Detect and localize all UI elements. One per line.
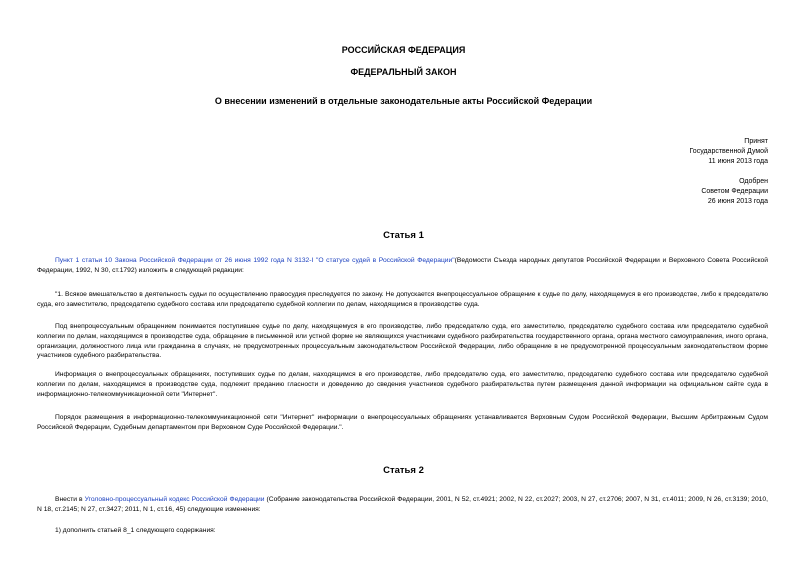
article-1-paragraph-2: "1. Всякое вмешательство в деятельность судьи по осуществлению правосудия преследуется по закону. Не допускается внепроцессуальное обращение к судье по делу, находящемуся в его производстве, либо к председателю суда, его заместителю, председателю судебного состава или председателю судебной коллегии по делам, находящимся в производстве суда. (37, 291, 768, 308)
approval-block (568, 177, 768, 206)
approval-line-1: Одобрен (739, 178, 768, 185)
article-2-paragraph-1-prefix: Внести в (55, 496, 85, 503)
article-1-paragraph-3: Под внепроцессуальным обращением понимается поступившее судье по делу, находящемуся в его производстве, либо председателю суда, его заместителю, председателю судебного состава или председателю судебной коллегии по делам, находящимся в производстве суда, обращение в письменной или устной форме не являющихся участниками судебного разбирательства государственного органа, органа местного самоуправления, иного органа, организации, должностного лица или гражданина в случаях, не предусмотренных процессуальным законодательством Российской Федерации, либо обращение в не предусмотренной процессуальным законодательством форме участников судебного разбирательства. (37, 323, 768, 360)
country-heading: РОССИЙСКАЯ ФЕДЕРАЦИЯ (341, 45, 466, 55)
article-1-paragraph-5: Порядок размещения в информационно-телекоммуникационной сети "Интернет" информации о внепроцессуальных обращениях устанавливается Верховным Судом Российской Федерации, Высшим Арбитражным Судом Российской Федерации, Судебным департаментом при Верховном Суде Российской Федерации.". (37, 414, 768, 431)
law-3132-link[interactable]: Пункт 1 статьи 10 Закона Российской Федерации от 26 июня 1992 года N 3132-I "О статусе судей в Российской Федерации" (55, 257, 455, 264)
article-1-paragraph-1 (37, 256, 768, 276)
law-title: О внесении изменений в отдельные законодательные акты Российской Федерации (214, 96, 593, 106)
adoption-date: 11 июня 2013 года (708, 157, 768, 165)
article-1-paragraph-4: Информация о внепроцессуальных обращениях, поступивших судье по делам, находящимся в его производстве, либо председателю суда, его заместителю, председателю судебного состава или председателю судебной коллегии по делам, находящимся в производстве суда, подлежит преданию гласности и доведению до сведения участников судебного разбирательства путем размещения данной информации на официальном сайте суда в информационно-телекоммуникационной сети "Интернет". (37, 371, 768, 398)
article-2-paragraph-1 (37, 495, 768, 515)
adoption-block (568, 137, 768, 166)
approval-date: 26 июня 2013 года (707, 197, 768, 205)
article-1-heading: Статья 1 (383, 230, 424, 241)
criminal-procedure-code-link[interactable]: Уголовно-процессуальный кодекс Российской Федерации (84, 496, 265, 503)
document-type-heading: ФЕДЕРАЛЬНЫЙ ЗАКОН (350, 67, 457, 77)
approval-line-2: Советом Федерации (701, 187, 768, 195)
article-2-paragraph-1-text: (Собрание законодательства Российской Федерации, 2001, N 52, ст.4921; 2002, N 22, ст.2027; 2003, N 27, ст.2706; 2007, N 31, ст.4011; 2009, N 26, ст.3139; 2010, N 18, ст.2145; N 27, ст.3427; 2011, N 1, ст.16, 45) следующие изменения: (37, 496, 768, 513)
article-1-paragraph-1-text: (Ведомости Съезда народных депутатов Российской Федерации и Верховного Совета Российской Федерации, 1992, N 30, ст.1792) изложить в следующей редакции: (37, 257, 768, 274)
article-2-heading: Статья 2 (383, 465, 424, 476)
adoption-line-1: Принят (744, 138, 768, 145)
adoption-line-2: Государственной Думой (689, 147, 768, 155)
article-2-paragraph-2: 1) дополнить статьей 8_1 следующего содержания: (55, 527, 216, 534)
